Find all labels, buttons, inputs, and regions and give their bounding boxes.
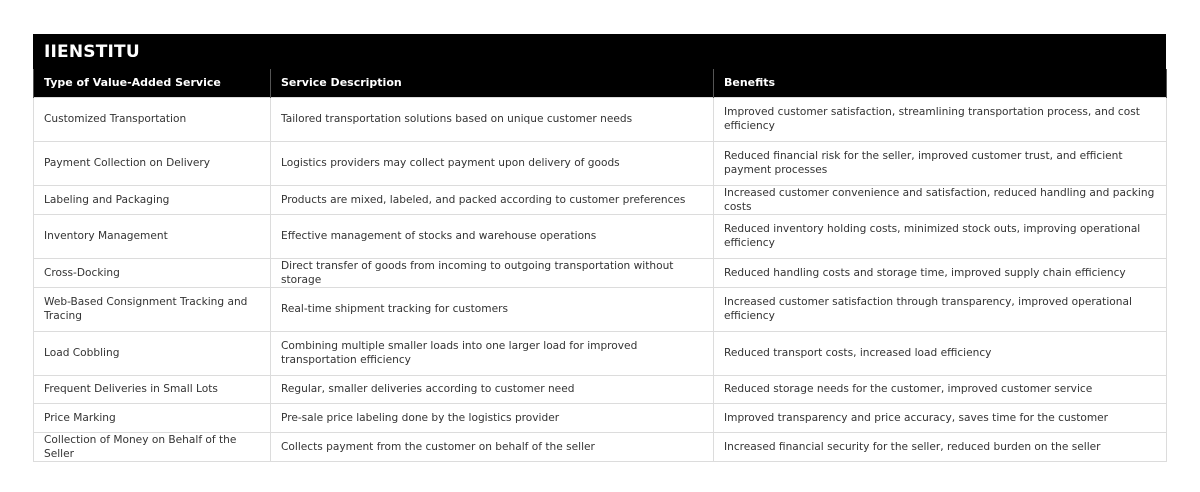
table-row <box>34 331 1167 375</box>
cell-service-description: Pre-sale price labeling done by the logistics provider <box>271 403 714 432</box>
cell-service-description: Products are mixed, labeled, and packed according to customer preferences <box>271 185 714 214</box>
brand-header-bar <box>33 34 1166 69</box>
value-added-services-table <box>33 69 1167 462</box>
cell-benefits: Improved transparency and price accuracy, saves time for the customer <box>714 403 1167 432</box>
cell-service-type: Cross-Docking <box>34 258 271 287</box>
cell-service-description: Direct transfer of goods from incoming to outgoing transportation without storage <box>271 258 714 287</box>
cell-service-description: Regular, smaller deliveries according to customer need <box>271 375 714 403</box>
cell-service-description: Logistics providers may collect payment upon delivery of goods <box>271 141 714 185</box>
cell-benefits: Increased financial security for the seller, reduced burden on the seller <box>714 432 1167 461</box>
cell-benefits: Reduced inventory holding costs, minimized stock outs, improving operational efficiency <box>714 214 1167 258</box>
table-row <box>34 403 1167 432</box>
cell-benefits: Improved customer satisfaction, streamlining transportation process, and cost efficiency <box>714 97 1167 141</box>
cell-benefits: Increased customer convenience and satisfaction, reduced handling and packing costs <box>714 185 1167 214</box>
cell-service-type: Frequent Deliveries in Small Lots <box>34 375 271 403</box>
cell-service-description: Real-time shipment tracking for customers <box>271 287 714 331</box>
cell-service-type: Collection of Money on Behalf of the Seller <box>34 432 271 461</box>
cell-benefits: Reduced handling costs and storage time, improved supply chain efficiency <box>714 258 1167 287</box>
table-row <box>34 141 1167 185</box>
cell-service-type: Web-Based Consignment Tracking and Tracing <box>34 287 271 331</box>
cell-service-type: Payment Collection on Delivery <box>34 141 271 185</box>
column-header-type: Type of Value-Added Service <box>34 69 271 97</box>
cell-service-type: Price Marking <box>34 403 271 432</box>
table-row <box>34 287 1167 331</box>
column-header-description: Service Description <box>271 69 714 97</box>
cell-service-description: Combining multiple smaller loads into one larger load for improved transportation efficiency <box>271 331 714 375</box>
cell-service-description: Collects payment from the customer on behalf of the seller <box>271 432 714 461</box>
table-row <box>34 185 1167 214</box>
column-header-benefits: Benefits <box>714 69 1167 97</box>
table-row <box>34 432 1167 461</box>
table-row <box>34 258 1167 287</box>
cell-service-description: Tailored transportation solutions based on unique customer needs <box>271 97 714 141</box>
cell-benefits: Reduced transport costs, increased load efficiency <box>714 331 1167 375</box>
cell-service-type: Load Cobbling <box>34 331 271 375</box>
cell-benefits: Reduced storage needs for the customer, improved customer service <box>714 375 1167 403</box>
cell-service-type: Inventory Management <box>34 214 271 258</box>
cell-benefits: Increased customer satisfaction through transparency, improved operational efficiency <box>714 287 1167 331</box>
table-header-row <box>34 69 1167 97</box>
table-row <box>34 214 1167 258</box>
table-row <box>34 97 1167 141</box>
cell-benefits: Reduced financial risk for the seller, improved customer trust, and efficient payment processes <box>714 141 1167 185</box>
cell-service-description: Effective management of stocks and warehouse operations <box>271 214 714 258</box>
cell-service-type: Customized Transportation <box>34 97 271 141</box>
table-row <box>34 375 1167 403</box>
service-table-container <box>33 34 1166 462</box>
cell-service-type: Labeling and Packaging <box>34 185 271 214</box>
brand-title: IIENSTITU <box>44 41 140 62</box>
